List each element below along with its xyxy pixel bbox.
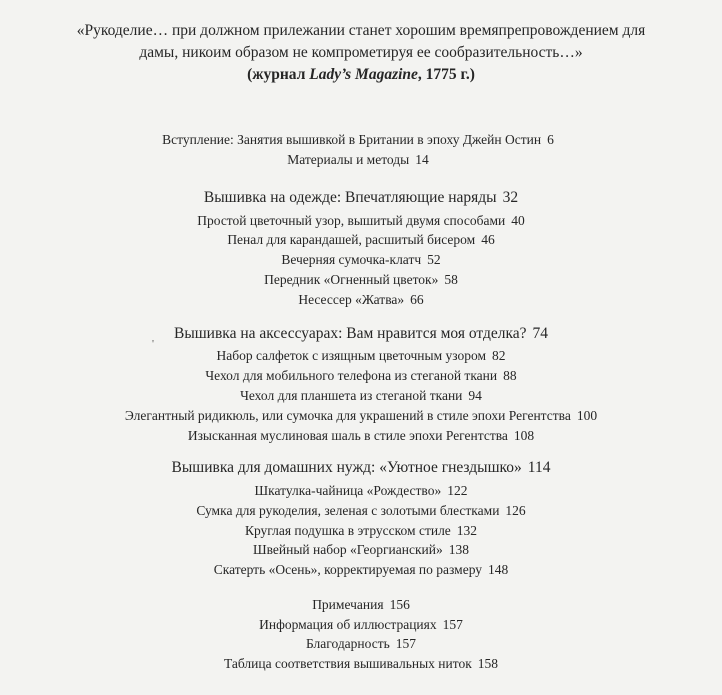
toc-entry — [0, 211, 722, 230]
toc-section-heading — [0, 188, 722, 208]
toc-page: 6 — [547, 132, 554, 147]
toc-title: Несессер «Жатва» — [298, 292, 405, 307]
toc-entry — [0, 521, 722, 540]
ink-speck: ' — [152, 338, 154, 350]
toc-page: 114 — [527, 459, 551, 476]
toc-page: 94 — [468, 388, 482, 403]
toc-entry — [0, 406, 722, 425]
toc-entry — [0, 270, 722, 289]
toc-page: 100 — [576, 408, 598, 423]
toc-entry — [0, 150, 719, 169]
toc-entry — [0, 250, 722, 269]
toc-section-heading — [0, 324, 722, 344]
toc-title: Чехол для планшета из стеганой ткани — [240, 388, 463, 403]
toc-title: Изысканная муслиновая шаль в стиле эпохи Регентства — [187, 428, 508, 443]
toc-title: Пенал для карандашей, расшитый бисером — [227, 232, 476, 247]
toc-page: 32 — [502, 189, 519, 206]
toc-entry — [0, 634, 722, 653]
toc-page: 66 — [410, 292, 424, 307]
toc-title: Швейный набор «Георгианский» — [253, 542, 443, 557]
toc-page: 40 — [511, 213, 525, 228]
toc-entry — [0, 230, 722, 249]
toc-page: 46 — [481, 232, 495, 247]
toc-title: Информация об иллюстрациях — [259, 617, 437, 632]
toc-title: Материалы и методы — [287, 152, 410, 167]
toc-title: Таблица соответствия вышивальных ниток — [223, 656, 472, 671]
toc-title: Шкатулка-чайница «Рождество» — [254, 483, 442, 498]
toc-entry — [0, 560, 722, 579]
toc-entry — [0, 540, 722, 559]
epigraph — [0, 20, 722, 86]
toc-page: 52 — [427, 252, 441, 267]
toc-title: Вышивка для домашних нужд: «Уютное гнездышко» — [171, 459, 522, 476]
toc-title: Передник «Огненный цветок» — [264, 272, 439, 287]
toc-page: 158 — [477, 656, 499, 671]
toc-title: Круглая подушка в этрусском стиле — [244, 523, 451, 538]
toc-entry — [0, 595, 722, 614]
epigraph-line: дамы, никоим образом не компрометируя ее сообразительность…» — [139, 44, 583, 61]
toc-title: Простой цветочный узор, вышитый двумя способами — [197, 213, 506, 228]
epigraph-line: «Рукоделие… при должном прилежании станет хорошим времяпрепровождением для — [76, 22, 646, 39]
toc-entry — [0, 426, 722, 445]
toc-page: 148 — [488, 562, 509, 577]
toc-title: Чехол для мобильного телефона из стеганой ткани — [205, 368, 498, 383]
toc-page: 126 — [505, 503, 526, 518]
toc-page: 108 — [513, 428, 535, 443]
toc-entry — [0, 615, 722, 634]
toc-entry — [0, 346, 722, 365]
toc-page: 157 — [442, 617, 463, 632]
magazine-name: Lady’s Magazine — [309, 66, 418, 83]
toc-entry — [0, 386, 722, 405]
toc-page: 157 — [395, 636, 417, 651]
toc-title: Благодарность — [305, 636, 390, 651]
toc-page: 138 — [448, 542, 469, 557]
toc-title: Вечерняя сумочка-клатч — [281, 252, 422, 267]
toc-title: Элегантный ридикюль, или сумочка для украшений в стиле эпохи Регентства — [124, 408, 571, 423]
toc-entry — [0, 501, 722, 520]
toc-entry — [0, 654, 722, 673]
toc-page: 14 — [415, 152, 429, 167]
toc-page: 82 — [492, 348, 506, 363]
toc-page: 132 — [456, 523, 478, 538]
toc-page: 58 — [444, 272, 458, 287]
toc-entry — [0, 130, 719, 149]
toc-section-heading — [0, 458, 722, 478]
toc-entry — [0, 290, 722, 309]
toc-page: 88 — [503, 368, 517, 383]
toc-title: Сумка для рукоделия, зеленая с золотыми блестками — [196, 503, 500, 518]
toc-title: Вступление: Занятия вышивкой в Британии в эпоху Джейн Остин — [162, 132, 542, 147]
toc-title: Вышивка на аксессуарах: Вам нравится моя отделка? — [173, 325, 527, 342]
toc-title: Скатерть «Осень», корректируемая по размеру — [213, 562, 483, 577]
toc-title: Набор салфеток с изящным цветочным узором — [216, 348, 487, 363]
epigraph-source: (журнал Lady’s Magazine, 1775 г.) — [247, 66, 475, 83]
toc-page: 74 — [532, 325, 549, 342]
toc-page: 122 — [447, 483, 468, 498]
toc-title: Примечания — [312, 597, 384, 612]
toc-entry — [0, 481, 722, 500]
toc-entry — [0, 366, 722, 385]
toc-title: Вышивка на одежде: Впечатляющие наряды — [203, 189, 497, 206]
toc-page: 156 — [389, 597, 410, 612]
